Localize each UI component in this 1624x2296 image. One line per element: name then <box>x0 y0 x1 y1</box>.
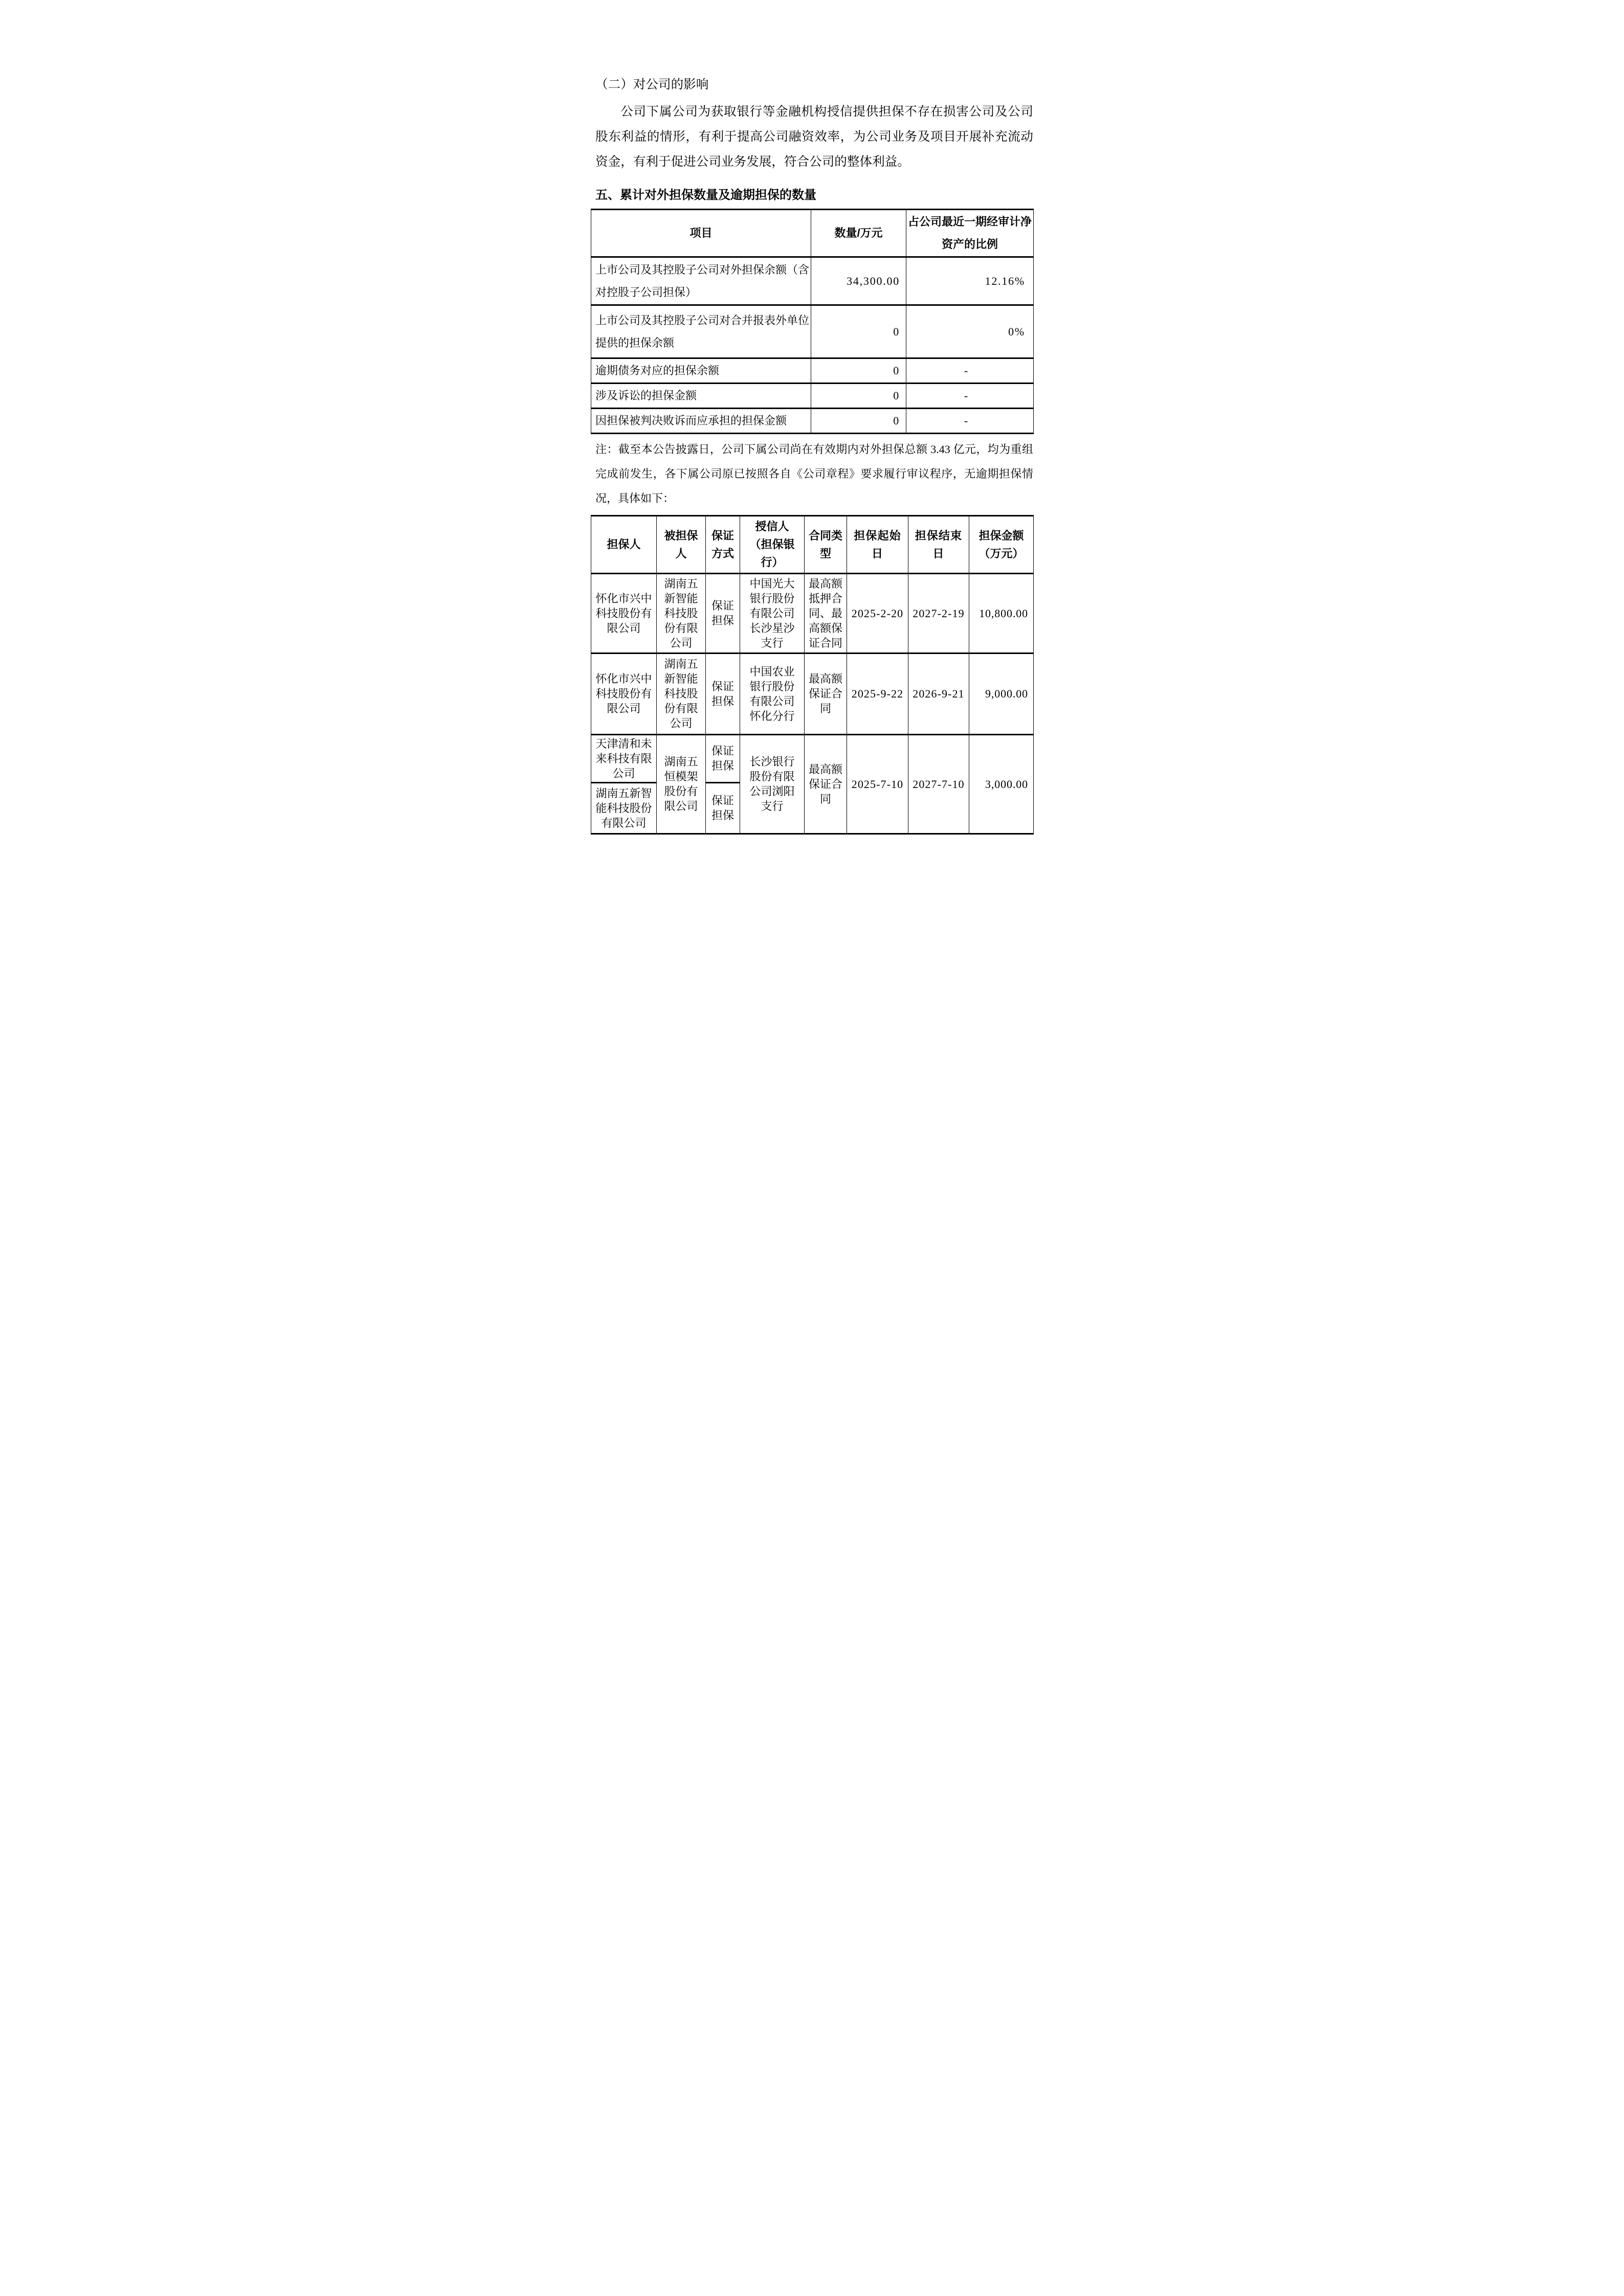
creditor-cell: 中国农业银行股份有限公司怀化分行 <box>740 653 805 734</box>
table-row <box>591 257 1034 305</box>
summary-amount: 0 <box>811 358 906 384</box>
summary-item: 上市公司及其控股子公司对外担保余额（含对控股子公司担保） <box>591 257 811 305</box>
creditor-cell: 中国光大银行股份有限公司长沙星沙支行 <box>740 573 805 653</box>
summary-ratio: 0% <box>906 305 1034 358</box>
table-row <box>591 653 1034 734</box>
summary-amount: 0 <box>811 384 906 409</box>
guarantee-table-wrap <box>591 515 1033 835</box>
creditor-cell: 长沙银行股份有限公司浏阳支行 <box>740 734 805 834</box>
table-row <box>591 358 1034 384</box>
note-paragraph: 注：截至本公告披露日，公司下属公司尚在有效期内对外担保总额 3.43 亿元，均为重组完成前发生，各下属公司原已按照各自《公司章程》要求履行审议程序，无逾期担保情况，具体如下： <box>595 443 1033 505</box>
guarantor-cell: 怀化市兴中科技股份有限公司 <box>591 573 657 653</box>
guaranteed-cell: 湖南五新智能科技股份有限公司 <box>657 653 706 734</box>
section-5-title: 五、累计对外担保数量及逾期担保的数量 <box>595 188 816 202</box>
start-date-cell: 2025-9-22 <box>847 653 908 734</box>
guaranteed-cell: 湖南五新智能科技股份有限公司 <box>657 573 706 653</box>
start-date-cell: 2025-7-10 <box>847 734 908 834</box>
summary-ratio: - <box>906 358 1034 384</box>
summary-header-ratio: 占公司最近一期经审计净资产的比例 <box>906 210 1034 257</box>
summary-item: 涉及诉讼的担保金额 <box>591 384 811 409</box>
summary-item: 因担保被判决败诉而应承担的担保金额 <box>591 409 811 434</box>
amount-cell: 3,000.00 <box>969 734 1034 834</box>
table-row <box>591 573 1034 653</box>
end-date-cell: 2027-2-19 <box>908 573 969 653</box>
end-date-cell: 2027-7-10 <box>908 734 969 834</box>
guarantee-header-amount: 担保金额（万元） <box>969 516 1034 574</box>
start-date-cell: 2025-2-20 <box>847 573 908 653</box>
guarantee-header-guarantor: 担保人 <box>591 516 657 574</box>
summary-header-item: 项目 <box>591 210 811 257</box>
summary-ratio: - <box>906 409 1034 434</box>
summary-amount: 0 <box>811 409 906 434</box>
guarantee-header-creditor: 授信人（担保银行） <box>740 516 805 574</box>
summary-item: 上市公司及其控股子公司对合并报表外单位提供的担保余额 <box>591 305 811 358</box>
guarantee-header-end: 担保结束日 <box>908 516 969 574</box>
guarantee-header-start: 担保起始日 <box>847 516 908 574</box>
summary-header-row <box>591 210 1034 257</box>
contract-type-cell: 最高额抵押合同、最高额保证合同 <box>805 573 847 653</box>
contract-type-cell: 最高额保证合同 <box>805 734 847 834</box>
table-row <box>591 734 1034 782</box>
summary-table <box>591 209 1034 434</box>
guarantor-cell: 天津清和未来科技有限公司 <box>591 734 657 782</box>
section-2-title: （二）对公司的影响 <box>595 78 709 92</box>
amount-cell: 9,000.00 <box>969 653 1034 734</box>
summary-item: 逾期债务对应的担保余额 <box>591 358 811 384</box>
method-cell: 保证担保 <box>706 782 740 834</box>
guarantee-header-contract: 合同类型 <box>805 516 847 574</box>
summary-ratio: 12.16% <box>906 257 1034 305</box>
impact-paragraph: 公司下属公司为获取银行等金融机构授信提供担保不存在损害公司及公司股东利益的情形，有利于提高公司融资效率，为公司业务及项目开展补充流动资金，有利于促进公司业务发展，符合公司的整体利益。 <box>595 104 1033 169</box>
table-row <box>591 305 1034 358</box>
contract-type-cell: 最高额保证合同 <box>805 653 847 734</box>
table-row <box>591 409 1034 434</box>
summary-amount: 34,300.00 <box>811 257 906 305</box>
guarantor-cell: 怀化市兴中科技股份有限公司 <box>591 653 657 734</box>
guarantor-cell: 湖南五新智能科技股份有限公司 <box>591 782 657 834</box>
document-page <box>507 0 1117 861</box>
guaranteed-cell: 湖南五恒模架股份有限公司 <box>657 734 706 834</box>
summary-header-amount: 数量/万元 <box>811 210 906 257</box>
guarantee-header-guaranteed: 被担保人 <box>657 516 706 574</box>
end-date-cell: 2026-9-21 <box>908 653 969 734</box>
table-row <box>591 384 1034 409</box>
guarantee-table <box>591 515 1034 835</box>
guarantee-header-method: 保证方式 <box>706 516 740 574</box>
summary-ratio: - <box>906 384 1034 409</box>
amount-cell: 10,800.00 <box>969 573 1034 653</box>
method-cell: 保证担保 <box>706 734 740 782</box>
guarantee-header-row <box>591 516 1034 574</box>
summary-table-wrap <box>591 209 1033 434</box>
method-cell: 保证担保 <box>706 653 740 734</box>
summary-amount: 0 <box>811 305 906 358</box>
method-cell: 保证担保 <box>706 573 740 653</box>
